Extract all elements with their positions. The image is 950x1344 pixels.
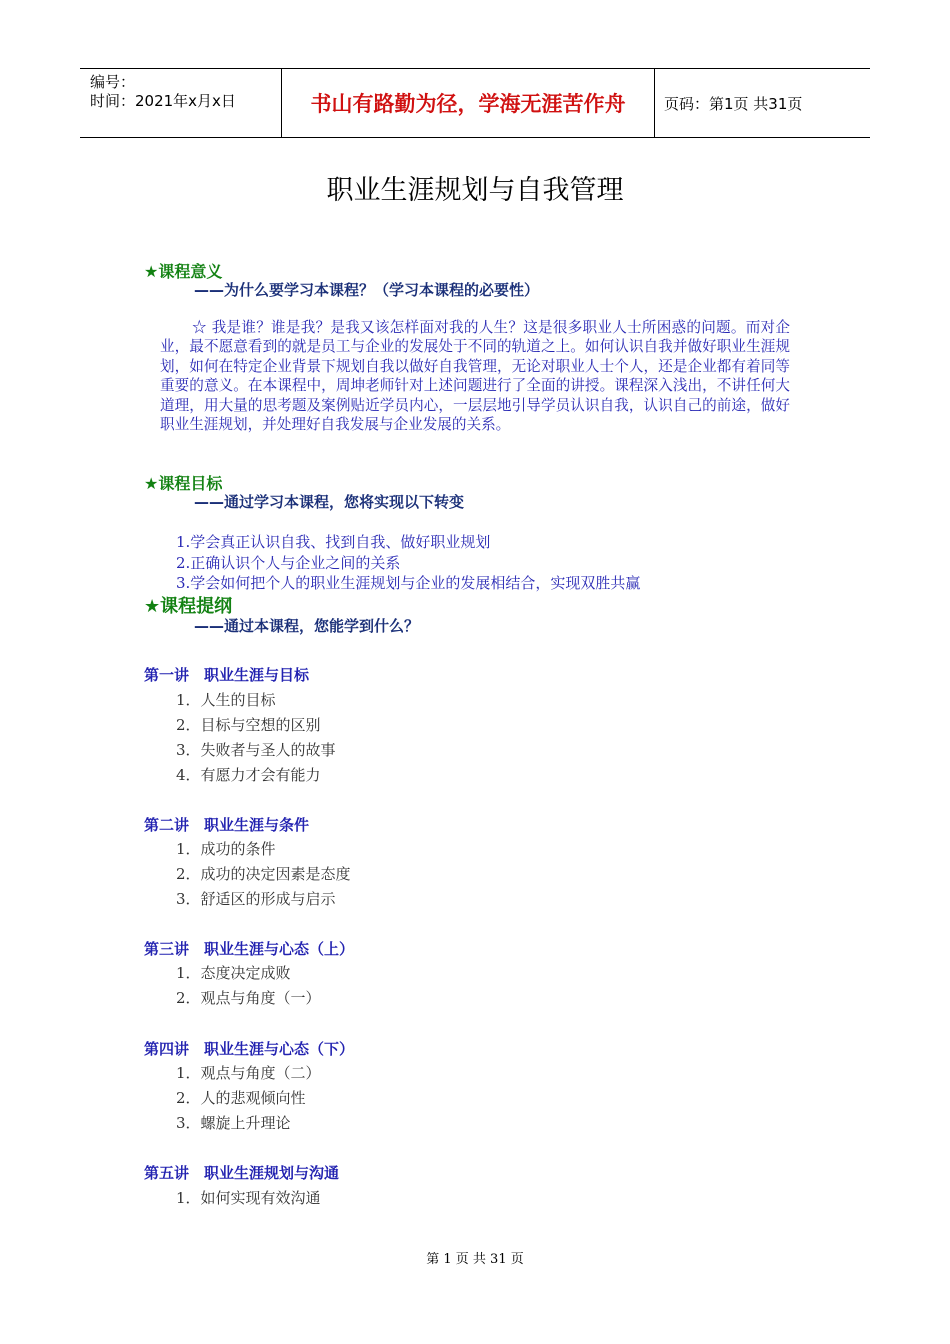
section-subheading-outline: ——通过本课程，您能学到什么？ [194,617,420,635]
lecture-item: 2．人的悲观倾向性 [176,1089,306,1107]
date-label: 时间：2021年x月x日 [90,92,236,110]
number-label: 编号： [90,73,136,91]
page-info: 页码：第1页 共31页 [664,94,803,113]
lecture-item: 3．失败者与圣人的故事 [176,741,336,759]
lecture-title: 第二讲 职业生涯与条件 [144,816,310,834]
section-heading-goals: ★课程目标 [144,474,223,493]
lecture-item: 1．如何实现有效沟通 [176,1189,321,1207]
section-subheading-goals: ——通过学习本课程，您将实现以下转变 [194,493,465,511]
section-subheading-significance: ——为什么要学习本课程？（学习本课程的必要性） [194,281,540,299]
lecture-item: 1．成功的条件 [176,840,276,858]
lecture-title: 第五讲 职业生涯规划与沟通 [144,1164,340,1182]
page-title: 职业生涯规划与自我管理 [326,175,624,206]
lecture-item: 4．有愿力才会有能力 [176,766,321,784]
section-heading-outline: ★课程提纲 [144,596,233,617]
lecture-item: 1．观点与角度（二） [176,1064,321,1082]
lecture-item: 1．态度决定成败 [176,964,291,982]
lecture-item: 1．人生的目标 [176,691,276,709]
lecture-item: 3．螺旋上升理论 [176,1114,291,1132]
significance-paragraph: ☆ 我是谁？谁是我？是我又该怎样面对我的人生？这是很多职业人士所困惑的问题。而对企业，最不愿意看到的就是员工与企业的发展处于不同的轨道之上。如何认识自我并做好职业生涯规划，如何在特定企业背景下规划自我以做好自我管理，无论对职业人士个人，还是企业都有着同等重要的意义。在本课程中，周坤老师针对上述问题进行了全面的讲授。课程深入浅出，不讲任何大道理，用大量的思考题及案例贴近学员内心，一层层地引导学员认识自我，认识自己的前途，做好职业生涯规划，并处理好自我发展与企业发展的关系。 [160,319,790,434]
goal-item: 1.学会真正认识自我、找到自我、做好职业规划 [176,533,491,551]
goal-item: 2.正确认识个人与企业之间的关系 [176,554,401,572]
header-meta [80,69,280,137]
goal-item: 3.学会如何把个人的职业生涯规划与企业的发展相结合，实现双胜共赢 [176,574,641,592]
document-header [80,68,870,138]
lecture-item: 2．目标与空想的区别 [176,716,321,734]
page-footer: 第 1 页 共 31 页 [426,1252,524,1267]
lecture-title: 第一讲 职业生涯与目标 [144,666,310,684]
lecture-item: 3．舒适区的形成与启示 [176,890,336,908]
lecture-item: 2．观点与角度（一） [176,989,321,1007]
motto: 书山有路勤为径，学海无涯苦作舟 [310,91,626,116]
lecture-title: 第三讲 职业生涯与心态（上） [144,940,355,958]
header-page-cell [655,69,870,137]
section-heading-significance: ★课程意义 [144,262,223,281]
lecture-item: 2．成功的决定因素是态度 [176,865,351,883]
lecture-title: 第四讲 职业生涯与心态（下） [144,1040,355,1058]
header-motto-cell [281,69,655,137]
